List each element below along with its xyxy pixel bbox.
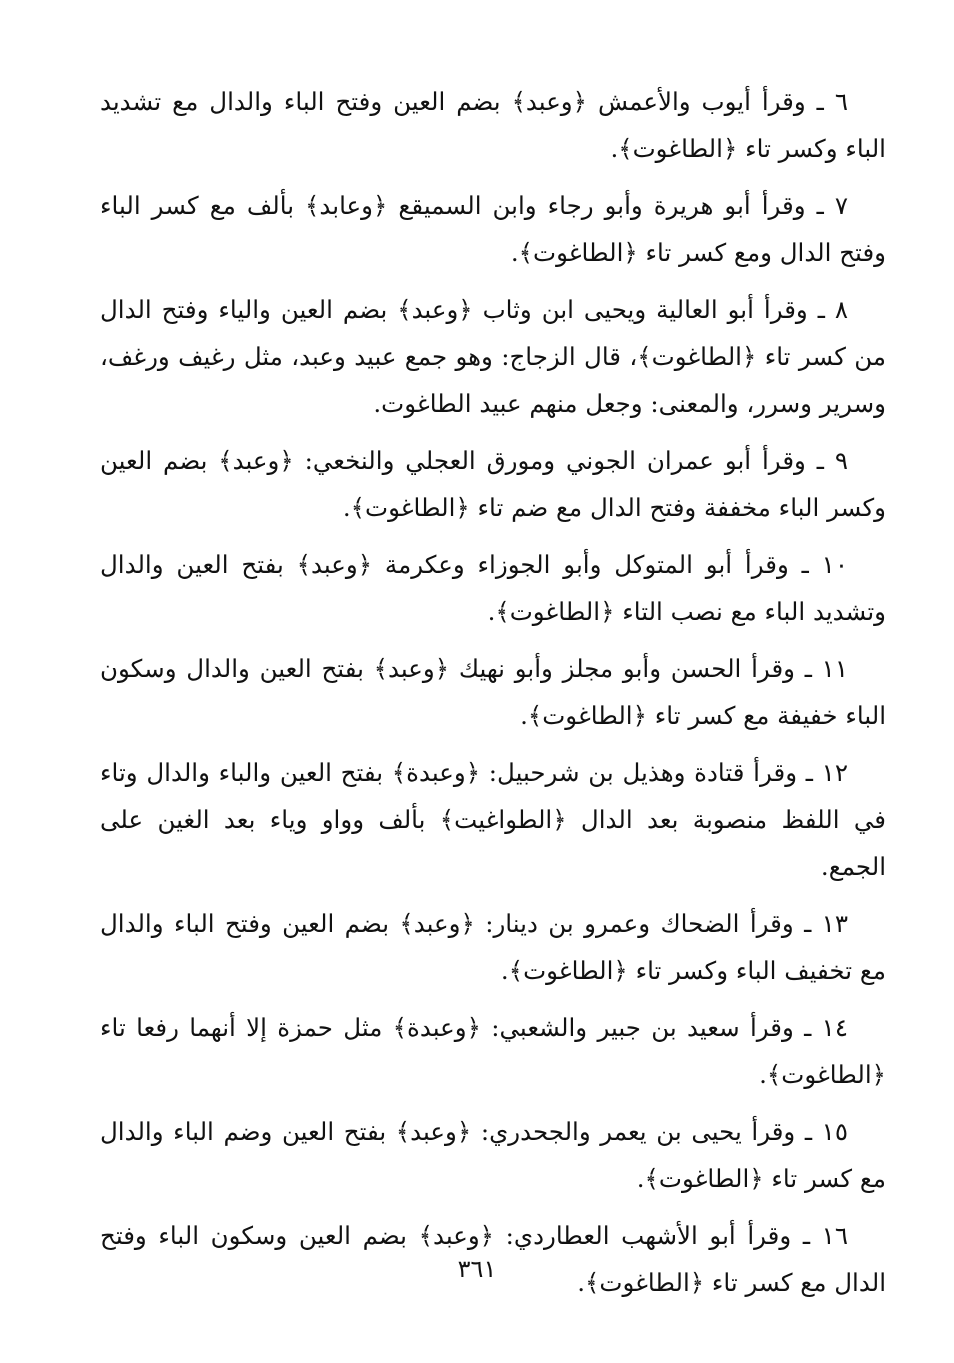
entry-text: ١٢ ـ وقرأ قتادة وهذيل بن شرحبيل: ﴿وعبدة﴾ بفتح العين والباء والدال وتاء في اللفظ منصوبة بعد الدال ﴿الطواغيت﴾ بألف وواو وياء بعد الغين على الجمع. — [100, 758, 886, 881]
entry-text: ١٦ ـ وقرأ أبو الأشهب العطاردي: ﴿وعبد﴾ بضم العين وسكون الباء وفتح الدال مع كسر تاء ﴿الطاغوت﴾. — [100, 1221, 886, 1297]
reading-entry-14 — [100, 1004, 886, 1098]
entry-text: ٨ ـ وقرأ أبو العالية ويحيى ابن وثاب ﴿وعبد﴾ بضم العين والياء وفتح الدال من كسر تاء ﴿الطاغوت﴾، قال الزجاج: وهو جمع عبيد وعبد، مثل رغيف ورغف، وسرير وسرر، والمعنى: وجعل منهم عبيد الطاغوت. — [100, 295, 886, 418]
entry-text: ١٥ ـ وقرأ يحيى بن يعمر والجحدري: ﴿وعبد﴾ بفتح العين وضم الباء والدال مع كسر تاء ﴿الطاغوت﴾. — [100, 1117, 886, 1193]
reading-entry-13 — [100, 900, 886, 994]
reading-entry-15 — [100, 1108, 886, 1202]
reading-entry-7 — [100, 182, 886, 276]
reading-entry-12 — [100, 749, 886, 890]
entry-text: ١٠ ـ وقرأ أبو المتوكل وأبو الجوزاء وعكرمة ﴿وعبد﴾ بفتح العين والدال وتشديد الباء مع نصب التاء ﴿الطاغوت﴾. — [100, 550, 886, 626]
entry-text: ٧ ـ وقرأ أبو هريرة وأبو رجاء وابن السميقع ﴿وعابد﴾ بألف مع كسر الباء وفتح الدال ومع كسر تاء ﴿الطاغوت﴾. — [100, 191, 886, 267]
reading-entry-10 — [100, 541, 886, 635]
reading-entry-9 — [100, 437, 886, 531]
reading-entry-8 — [100, 286, 886, 427]
page-body — [100, 78, 886, 1316]
reading-entry-6 — [100, 78, 886, 172]
entry-text: ١٣ ـ وقرأ الضحاك وعمرو بن دينار: ﴿وعبد﴾ بضم العين وفتح الباء والدال مع تخفيف الباء وكسر تاء ﴿الطاغوت﴾. — [100, 909, 886, 985]
reading-entry-11 — [100, 645, 886, 739]
entry-text: ٦ ـ وقرأ أيوب والأعمش ﴿وعبد﴾ بضم العين وفتح الباء والدال مع تشديد الباء وكسر تاء ﴿الطاغوت﴾. — [100, 87, 886, 163]
page-number: ٣٦١ — [457, 1255, 497, 1283]
entry-text: ٩ ـ وقرأ أبو عمران الجوني ومورق العجلي والنخعي: ﴿وعبد﴾ بضم العين وكسر الباء مخففة وفتح الدال مع ضم تاء ﴿الطاغوت﴾. — [100, 446, 886, 522]
entry-text: ١٤ ـ وقرأ سعيد بن جبير والشعبي: ﴿وعبدة﴾ مثل حمزة إلا أنهما رفعا تاء ﴿الطاغوت﴾. — [100, 1013, 886, 1089]
entry-text: ١١ ـ وقرأ الحسن وأبو مجلز وأبو نهيك ﴿وعبد﴾ بفتح العين والدال وسكون الباء خفيفة مع كسر تاء ﴿الطاغوت﴾. — [100, 654, 886, 730]
